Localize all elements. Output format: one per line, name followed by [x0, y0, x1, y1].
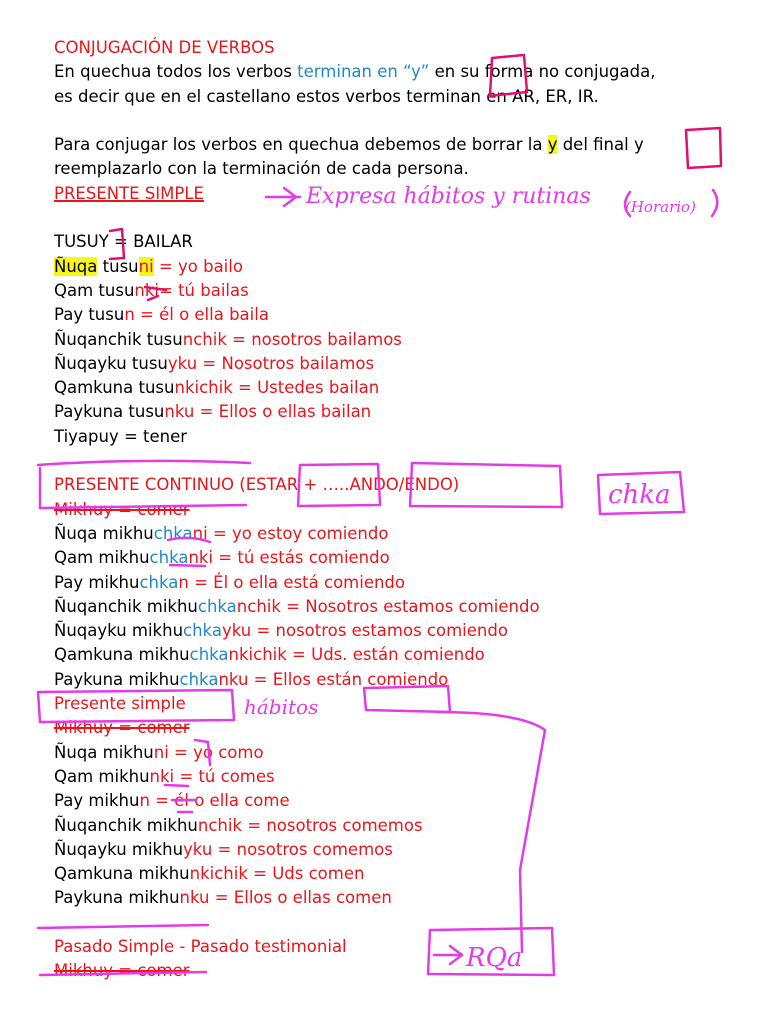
- pronoun: Ñuqa: [54, 256, 98, 276]
- suffix: nki = tú comes: [149, 766, 275, 786]
- stem: Qamkuna mikhu: [54, 864, 190, 884]
- stem: Paykuna mikhu: [54, 669, 180, 689]
- conjugation-row: [54, 838, 754, 862]
- conjugation-row: [54, 546, 754, 570]
- conjugation-row: [54, 668, 754, 692]
- verb-definition: Mikhuy = comer: [54, 499, 190, 519]
- suffix: nchik = Nosotros estamos comiendo: [236, 596, 540, 616]
- conjugation-row: [54, 255, 754, 279]
- suffix: ni: [138, 256, 154, 276]
- doc-title: CONJUGACIÓN DE VERBOS: [54, 38, 275, 57]
- progressive-marker: chka: [183, 621, 222, 641]
- ink-note: Expresa hábitos y rutinas: [306, 184, 591, 209]
- stem: Ñuqanchik tusu: [54, 329, 183, 349]
- conjugation-row: [54, 765, 754, 789]
- suffix: ni = yo estoy comiendo: [192, 523, 389, 543]
- suffix: nki: [134, 280, 160, 300]
- suffix: nku = Ellos o ellas comen: [179, 888, 392, 908]
- section-presente-simple-title: PRESENTE SIMPLE: [54, 183, 204, 203]
- suffix: yku = Nosotros bailamos: [167, 353, 375, 373]
- suffix: ni = yo como: [153, 742, 264, 762]
- intro-text: en su forma no conjugada,: [429, 62, 656, 82]
- verb-definition: TUSUY = BAILAR: [54, 232, 193, 252]
- suffix: nki = tú estás comiendo: [188, 548, 390, 568]
- stem: Ñuqayku mikhu: [54, 621, 184, 641]
- conjugation-row: [54, 279, 754, 303]
- ink-note: RQa: [466, 943, 523, 973]
- conjugation-row: [54, 571, 754, 595]
- progressive-marker: chka: [197, 596, 237, 616]
- translation: = tú bailas: [159, 280, 249, 300]
- intro-keyword: terminan en “y”: [297, 62, 430, 82]
- intro-line-4: reemplazarlo con la terminación de cada persona.: [54, 159, 469, 179]
- suffix: nchik = nosotros comemos: [197, 815, 423, 835]
- intro-line-3: [54, 133, 754, 157]
- stem: Ñuqanchik mikhu: [54, 815, 198, 835]
- stem: Pay mikhu: [54, 791, 140, 811]
- stem: Ñuqayku mikhu: [54, 839, 184, 859]
- document-page: [54, 36, 754, 984]
- section-pasado-simple-title: Pasado Simple - Pasado testimonial: [54, 936, 347, 956]
- section-presente-simple-2-title: Presente simple: [54, 694, 186, 714]
- conjugation-row: [54, 595, 754, 619]
- conjugation-row: [54, 303, 754, 327]
- stem: Qamkuna mikhu: [54, 645, 190, 665]
- conjugation-row: [54, 619, 754, 643]
- stem: Paykuna tusu: [54, 402, 165, 422]
- conjugation-row: [54, 886, 754, 910]
- suffix: nchik = nosotros bailamos: [182, 329, 402, 349]
- progressive-marker: chka: [149, 548, 189, 568]
- stem: Qam tusu: [54, 280, 135, 300]
- conjugation-row: [54, 643, 754, 667]
- stem: Qamkuna tusu: [54, 378, 175, 398]
- stem: Qam mikhu: [54, 766, 150, 786]
- ink-note: (Horario): [625, 198, 696, 216]
- stem: Ñuqa mikhu: [54, 742, 154, 762]
- highlighted-letter: y: [547, 135, 558, 155]
- intro-line-2: es decir que en el castellano estos verbos terminan en AR, ER, IR.: [54, 86, 599, 106]
- intro-text: del final y: [557, 135, 644, 155]
- intro-line-1: [54, 60, 754, 84]
- progressive-marker: chka: [189, 645, 229, 665]
- conjugation-row: [54, 400, 754, 424]
- suffix: nkichik = Uds. están comiendo: [228, 645, 485, 665]
- progressive-marker: chka: [153, 523, 193, 543]
- ink-note: hábitos: [244, 695, 319, 719]
- suffix: n = Él o ella está comiendo: [178, 572, 405, 592]
- stem: Ñuqa mikhu: [54, 523, 154, 543]
- conjugation-row: [54, 814, 754, 838]
- translation: = yo bailo: [153, 256, 243, 276]
- conjugation-row: [54, 376, 754, 400]
- section-presente-continuo-title: PRESENTE CONTINUO (ESTAR + …..ANDO/ENDO): [54, 475, 460, 495]
- suffix: yku = nosotros estamos comiendo: [221, 621, 508, 641]
- verb-definition: Mikhuy = comer: [54, 718, 190, 738]
- conjugation-row: [54, 352, 754, 376]
- verb-definition: Mikhuy = comer: [54, 961, 190, 981]
- conjugation-row: [54, 862, 754, 886]
- stem: Paykuna mikhu: [54, 888, 180, 908]
- conjugation-row: [54, 741, 754, 765]
- intro-text: En quechua todos los verbos: [54, 62, 298, 82]
- conjugation-row: [54, 789, 754, 813]
- suffix: nkichik = Ustedes bailan: [174, 378, 380, 398]
- stem: tusu: [97, 256, 139, 276]
- stem: Ñuqanchik mikhu: [54, 596, 198, 616]
- suffix: yku = nosotros comemos: [183, 839, 393, 859]
- stem: Ñuqayku tusu: [54, 353, 168, 373]
- verb-definition: Tiyapuy = tener: [54, 426, 188, 446]
- suffix: nku = Ellos o ellas bailan: [164, 402, 372, 422]
- intro-text: Para conjugar los verbos en quechua debemos de borrar la: [54, 135, 548, 155]
- progressive-marker: chka: [139, 572, 179, 592]
- suffix: n = él o ella come: [139, 791, 290, 811]
- progressive-marker: chka: [179, 669, 219, 689]
- stem: Qam mikhu: [54, 548, 150, 568]
- suffix: n = él o ella baila: [124, 305, 269, 325]
- suffix: nku = Ellos están comiendo: [218, 669, 449, 689]
- stem: Pay mikhu: [54, 572, 140, 592]
- conjugation-row: [54, 522, 754, 546]
- suffix: nkichik = Uds comen: [189, 864, 365, 884]
- stem: Pay tusu: [54, 305, 125, 325]
- ink-note: chka: [608, 480, 671, 510]
- conjugation-row: [54, 328, 754, 352]
